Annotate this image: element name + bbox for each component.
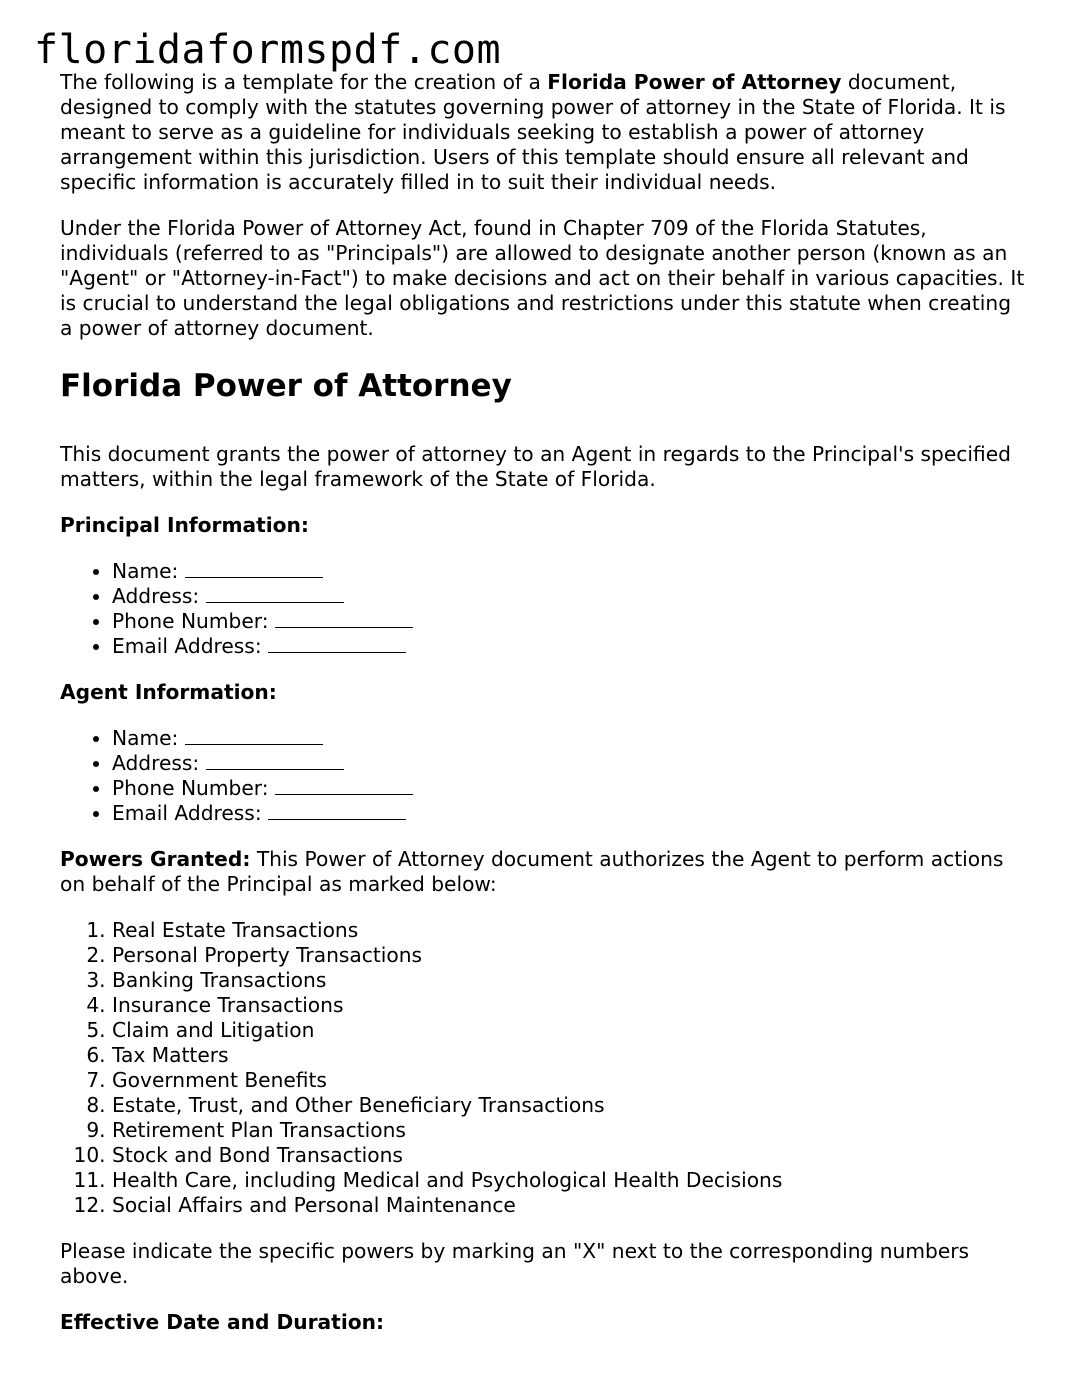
blank-line (206, 753, 344, 770)
intro-text: The following is a template for the creation of a (60, 70, 548, 94)
principal-address-field[interactable]: • Address: (112, 584, 1025, 609)
principal-name-field[interactable]: • Name: (112, 559, 1025, 584)
blank-line (185, 728, 323, 745)
power-item: 1. Real Estate Transactions (112, 918, 1025, 943)
power-item: 8. Estate, Trust, and Other Beneficiary Transactions (112, 1093, 1025, 1118)
principal-email-field[interactable]: • Email Address: (112, 634, 1025, 659)
agent-name-field[interactable]: • Name: (112, 726, 1025, 751)
powers-paragraph (60, 847, 1025, 897)
principal-fields (60, 559, 1025, 659)
powers-heading: Powers Granted: (60, 847, 251, 871)
intro-text-continued: document, designed to comply with the statutes governing power of attorney in the State of Florida. It is meant to serve as a guideline for individuals seeking to establish a power of attorney arrangement within this jurisdiction. Users of this template should ensure all relevant and specific information is accurately filled in to suit their individual needs. (60, 70, 1006, 194)
principal-heading: Principal Information: (60, 513, 309, 537)
document-title: Florida Power of Attorney (60, 368, 512, 404)
blank-line (275, 611, 413, 628)
agent-address-field[interactable]: • Address: (112, 751, 1025, 776)
power-item: 5. Claim and Litigation (112, 1018, 1025, 1043)
agent-fields (60, 726, 1025, 826)
powers-list (60, 918, 1025, 1218)
power-item: 12. Social Affairs and Personal Maintenance (112, 1193, 1025, 1218)
effective-heading: Effective Date and Duration: (60, 1310, 385, 1334)
power-item: 11. Health Care, including Medical and Psychological Health Decisions (112, 1168, 1025, 1193)
power-item: 4. Insurance Transactions (112, 993, 1025, 1018)
powers-text: This Power of Attorney document authorizes the Agent to perform actions on behalf of the Principal as marked below: (60, 847, 1004, 896)
blank-line (268, 636, 406, 653)
blank-line (206, 586, 344, 603)
blank-line (268, 803, 406, 820)
intro-bold-term: Florida Power of Attorney (547, 70, 842, 94)
agent-email-field[interactable]: • Email Address: (112, 801, 1025, 826)
agent-phone-field[interactable]: • Phone Number: (112, 776, 1025, 801)
power-item: 7. Government Benefits (112, 1068, 1025, 1093)
intro-paragraph-1 (60, 70, 1025, 195)
document-body (60, 70, 1025, 1356)
power-item: 2. Personal Property Transactions (112, 943, 1025, 968)
powers-instruction: Please indicate the specific powers by marking an "X" next to the corresponding numbers above. (60, 1239, 970, 1288)
power-item: 6. Tax Matters (112, 1043, 1025, 1068)
power-item: 3. Banking Transactions (112, 968, 1025, 993)
principal-phone-field[interactable]: • Phone Number: (112, 609, 1025, 634)
power-item: 10. Stock and Bond Transactions (112, 1143, 1025, 1168)
blank-line (185, 561, 323, 578)
blank-line (275, 778, 413, 795)
document-description: This document grants the power of attorney to an Agent in regards to the Principal's specified matters, within the legal framework of the State of Florida. (60, 442, 1011, 491)
intro-paragraph-2: Under the Florida Power of Attorney Act, found in Chapter 709 of the Florida Statutes, individuals (referred to as "Principals") are allowed to designate another person (known as an "Agent" or "Attorney-in-Fact") to make decisions and act on their behalf in various capacities. It is crucial to understand the legal obligations and restrictions under this statute when creating a power of attorney document. (60, 216, 1025, 340)
site-watermark: floridaformspdf.com (34, 27, 502, 73)
agent-heading: Agent Information: (60, 680, 277, 704)
power-item: 9. Retirement Plan Transactions (112, 1118, 1025, 1143)
